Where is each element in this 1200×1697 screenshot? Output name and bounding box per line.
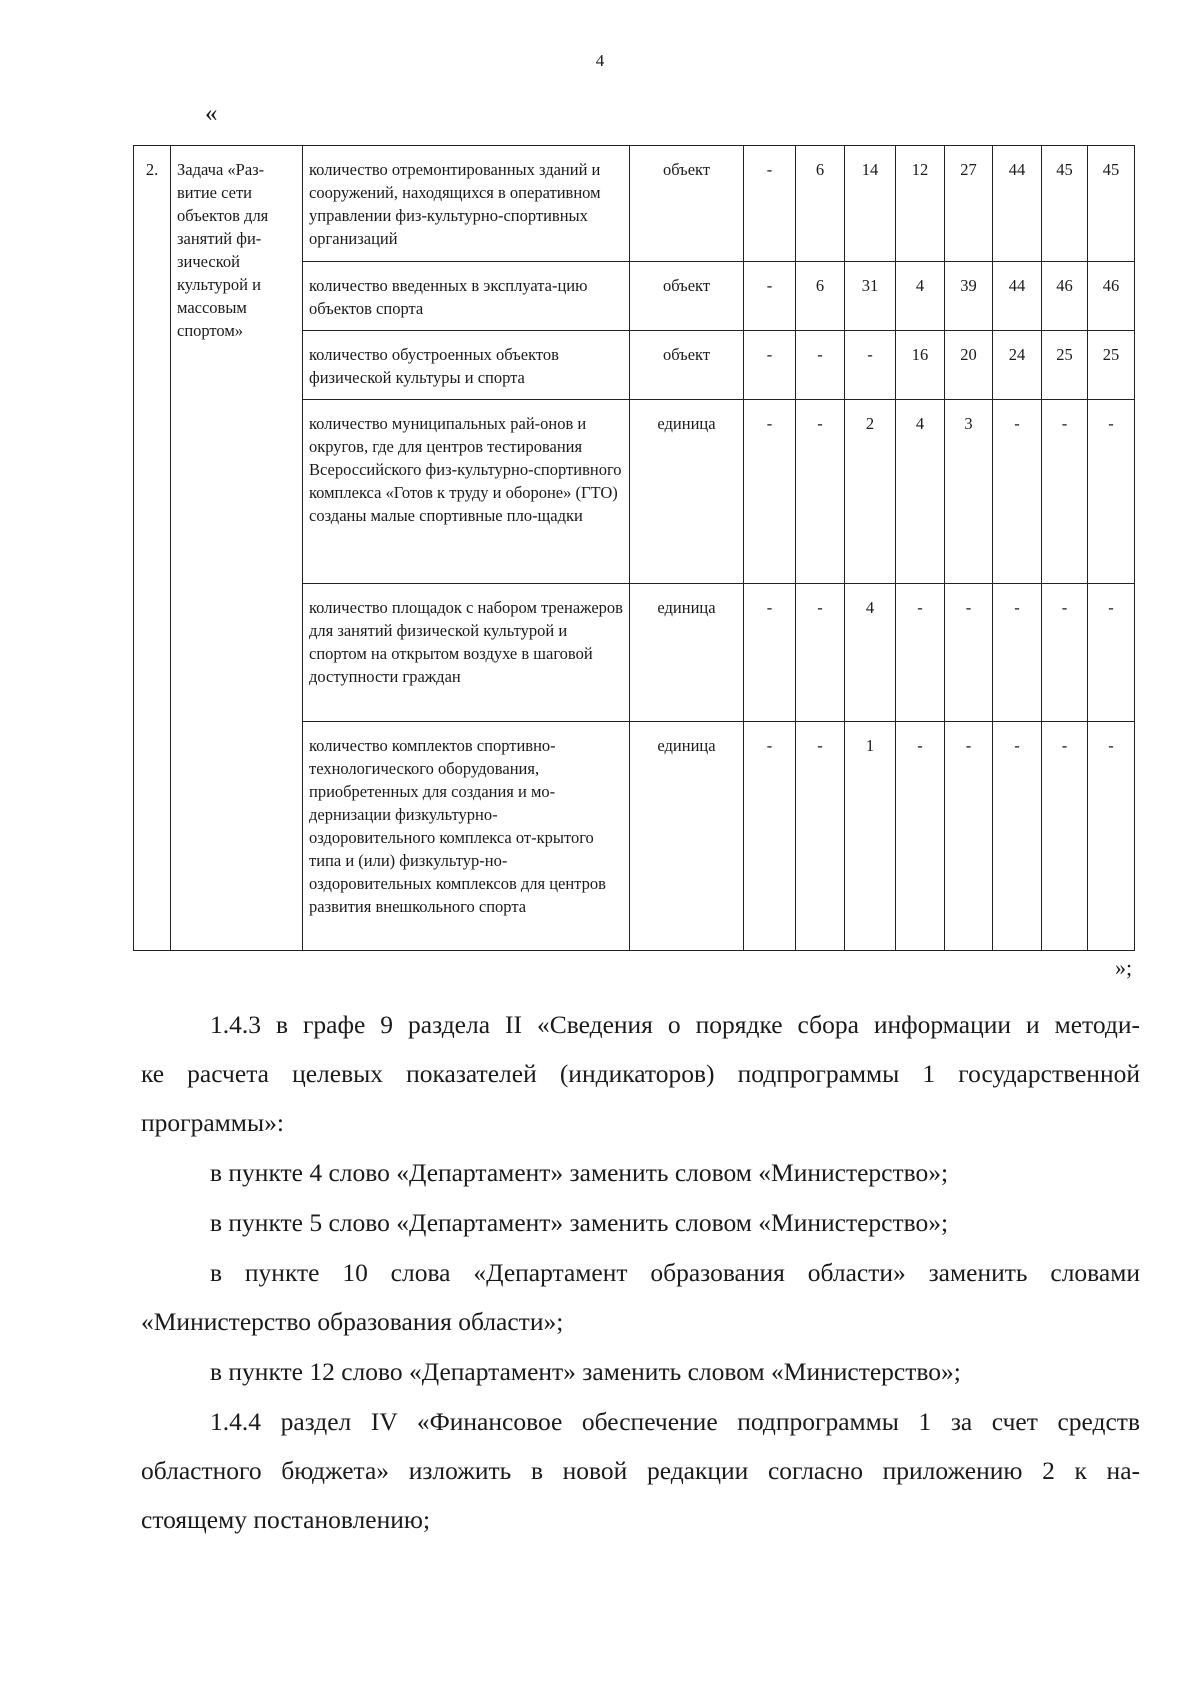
value-cell (796, 400, 845, 584)
value-cell (796, 146, 845, 262)
value-cell (896, 722, 945, 951)
value: - (917, 736, 923, 755)
text-line: ке расчета целевых показателей (индикаторов) подпрограммы 1 государственной (141, 1059, 1140, 1088)
value: - (766, 736, 773, 755)
value-cell (945, 400, 993, 584)
paragraph-1-4-3 (141, 1000, 1140, 1147)
unit-cell (630, 146, 744, 262)
value: - (1014, 598, 1020, 617)
indicator-name: количество площадок с набором тренажеров для занятий физической культурой и спортом на открытом воздухе в шаговой доступности граждан (309, 598, 623, 686)
paragraph-item-10 (141, 1248, 1140, 1346)
value-cell (744, 146, 796, 262)
value-cell (896, 400, 945, 584)
value: - (1061, 736, 1068, 755)
value: - (766, 414, 773, 433)
text-line: областного бюджета» изложить в новой редакции согласно приложению 2 к на- (141, 1456, 1140, 1485)
paragraph-1-4-4 (141, 1397, 1140, 1544)
indicator-name: количество обустроенных объектов физической культуры и спорта (309, 345, 559, 387)
value-cell (1042, 331, 1088, 400)
indicator-name-cell (303, 584, 630, 722)
value: - (817, 345, 823, 364)
indicator-name: количество введенных в эксплуата-цию объектов спорта (309, 276, 588, 318)
value: 20 (960, 345, 977, 364)
value: 6 (815, 276, 825, 295)
table-open-quote: « (205, 100, 218, 127)
value-cell (993, 331, 1042, 400)
value: - (867, 345, 873, 364)
value: 45 (1056, 160, 1073, 179)
task-title: Задача «Раз-витие сети объектов для занятий фи-зической культурой и массовым спортом» (177, 160, 269, 340)
value-cell (1042, 146, 1088, 262)
text-line: в пункте 4 слово «Департамент» заменить словом «Министерство»; (210, 1158, 949, 1187)
table-row (134, 146, 1135, 262)
task-title-cell (171, 146, 303, 951)
value-cell (1042, 262, 1088, 331)
value-cell (993, 146, 1042, 262)
indicator-table (133, 145, 1135, 951)
value: 46 (1102, 276, 1120, 295)
value: - (1108, 414, 1114, 433)
value: - (766, 598, 773, 617)
value: 44 (1008, 160, 1026, 179)
indicator-name-cell (303, 722, 630, 951)
indicator-name: количество муниципальных рай-онов и округов, где для центров тестирования Всероссийского физ-культурно-спортивного комплекса «Готов к труду и обороне» (ГТО) созданы малые спортивные пло-щадки (309, 414, 622, 525)
paragraph-item-5 (141, 1198, 1140, 1247)
indicator-table-container (133, 145, 1135, 951)
value-cell (744, 722, 796, 951)
value: 4 (915, 276, 925, 295)
unit: объект (662, 345, 711, 364)
page-number: 4 (595, 51, 605, 70)
value-cell (1088, 584, 1135, 722)
value-cell (1042, 722, 1088, 951)
value-cell (744, 584, 796, 722)
value: - (1014, 736, 1020, 755)
value-cell (845, 722, 896, 951)
value-cell (744, 262, 796, 331)
value: 31 (861, 276, 879, 295)
unit: единица (657, 598, 716, 617)
value-cell (993, 400, 1042, 584)
unit-cell (630, 331, 744, 400)
value: - (817, 598, 823, 617)
value-cell (993, 262, 1042, 331)
unit-cell (630, 584, 744, 722)
unit: единица (657, 736, 716, 755)
value-cell (845, 331, 896, 400)
value: 45 (1102, 160, 1120, 179)
value-cell (744, 400, 796, 584)
indicator-name-cell (303, 331, 630, 400)
value-cell (1042, 584, 1088, 722)
value-cell (993, 722, 1042, 951)
task-number: 2. (145, 160, 159, 179)
value-cell (845, 262, 896, 331)
text-line: стоящему постановлению; (141, 1505, 431, 1534)
value: - (1108, 736, 1114, 755)
value-cell (945, 146, 993, 262)
indicator-name-cell (303, 262, 630, 331)
value-cell (896, 262, 945, 331)
value-cell (945, 722, 993, 951)
value: - (817, 414, 823, 433)
value-cell (845, 584, 896, 722)
value: - (1061, 598, 1068, 617)
indicator-name-cell (303, 146, 630, 262)
value-cell (845, 400, 896, 584)
value: - (766, 345, 773, 364)
value: - (1061, 414, 1068, 433)
value: - (766, 160, 773, 179)
value-cell (1088, 262, 1135, 331)
value-cell (796, 722, 845, 951)
text-line: 1.4.4 раздел IV «Финансовое обеспечение подпрограммы 1 за счет средств (210, 1407, 1140, 1436)
value-cell (945, 262, 993, 331)
value-cell (896, 584, 945, 722)
value: 4 (865, 598, 875, 617)
value-cell (993, 584, 1042, 722)
value: 25 (1056, 345, 1073, 364)
value: 25 (1102, 345, 1120, 364)
value: - (965, 598, 972, 617)
unit: единица (657, 414, 716, 433)
indicator-name: количество комплектов спортивно-технологического оборудования, приобретенных для создания и мо-дернизации физкультурно-оздоровительного комплекса от-крытого типа и (или) физкультур-но-оздоровительных комплексов для центров развития внешкольного спорта (309, 736, 606, 916)
value: 46 (1056, 276, 1073, 295)
text-line: 1.4.3 в графе 9 раздела II «Сведения о порядке сбора информации и методи- (210, 1010, 1140, 1039)
text-line: программы»: (141, 1108, 284, 1137)
value: - (965, 736, 972, 755)
amendment-text (141, 1000, 1140, 1545)
unit-cell (630, 262, 744, 331)
task-number-cell (134, 146, 171, 951)
unit-cell (630, 722, 744, 951)
value-cell (896, 331, 945, 400)
value-cell (945, 584, 993, 722)
value: 6 (815, 160, 825, 179)
paragraph-item-4 (141, 1148, 1140, 1197)
text-line: «Министерство образования области»; (141, 1307, 564, 1336)
value-cell (744, 331, 796, 400)
value-cell (896, 146, 945, 262)
value: 4 (915, 414, 925, 433)
value: 3 (964, 414, 973, 433)
value: 14 (861, 160, 879, 179)
value: 1 (865, 736, 875, 755)
text-line: в пункте 10 слова «Департамент образования области» заменить словами (210, 1258, 1140, 1287)
value: - (766, 276, 773, 295)
value: 44 (1008, 276, 1026, 295)
value-cell (796, 262, 845, 331)
value-cell (1088, 722, 1135, 951)
value-cell (1042, 400, 1088, 584)
table-close-quote: »; (1115, 955, 1133, 980)
value: 12 (911, 160, 929, 179)
value: - (1108, 598, 1114, 617)
value: 24 (1008, 345, 1026, 364)
unit: объект (662, 276, 711, 295)
unit: объект (662, 160, 711, 179)
unit-cell (630, 400, 744, 584)
value-cell (796, 331, 845, 400)
value: 16 (911, 345, 929, 364)
value: - (1014, 414, 1020, 433)
value-cell (1088, 400, 1135, 584)
text-line: в пункте 12 слово «Департамент» заменить словом «Министерство»; (210, 1357, 961, 1386)
indicator-name: количество отремонтированных зданий и сооружений, находящихся в оперативном управлении физ-культурно-спортивных организаций (309, 160, 601, 248)
value: 2 (865, 414, 875, 433)
indicator-table-body (134, 146, 1135, 951)
value-cell (1088, 331, 1135, 400)
value: 39 (960, 276, 977, 295)
text-line: в пункте 5 слово «Департамент» заменить словом «Министерство»; (210, 1208, 949, 1237)
value: - (817, 736, 823, 755)
value: - (917, 598, 923, 617)
value-cell (945, 331, 993, 400)
value-cell (1088, 146, 1135, 262)
value-cell (845, 146, 896, 262)
value: 27 (960, 160, 977, 179)
paragraph-item-12 (141, 1347, 1140, 1396)
value-cell (796, 584, 845, 722)
indicator-name-cell (303, 400, 630, 584)
